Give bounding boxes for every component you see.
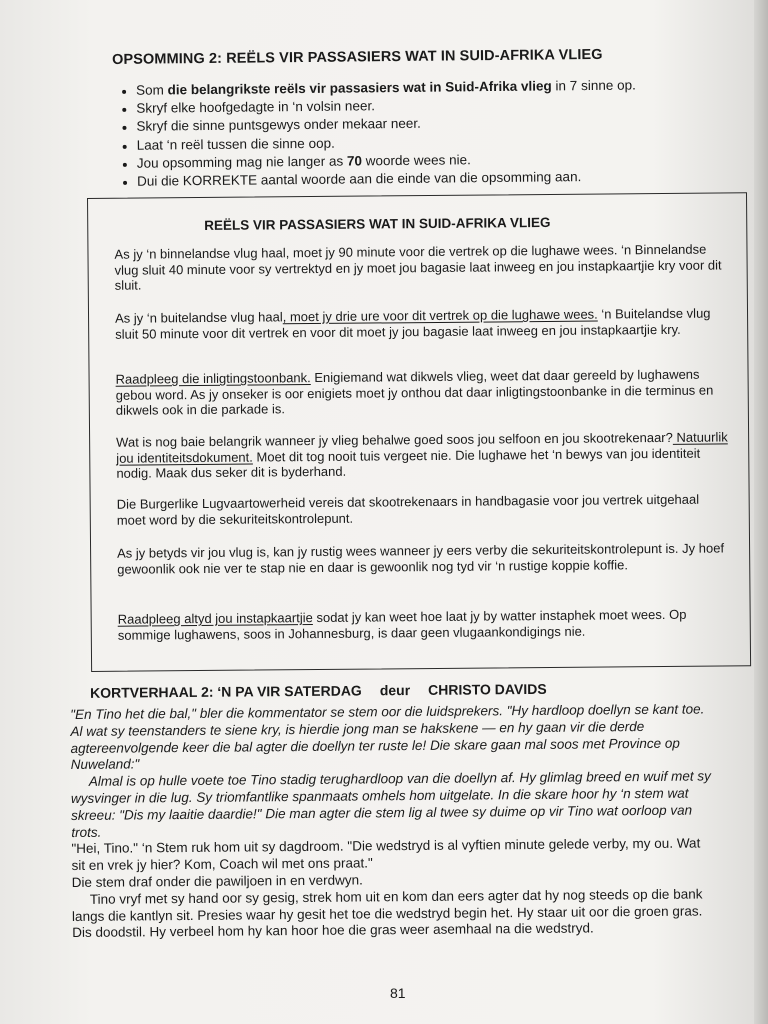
underlined-text: Raadpleeg die inligtingstoonbank. [115,370,311,387]
instruction-item: • Dui die KORREKTE aantal woorde aan die einde van die opsomming aan. [137,166,767,191]
box-paragraph: As jy ‘n binnelandse vlug haal, moet jy 90 minute voor die vertrek op die lughawe wees. ‘n Binnelandse vlug sluit 40 minute voor sy vertrektyd en jy moet jou bagasie laat inweeg en jou instapkaartjie kry voor dit sluit. [114,241,722,293]
box-paragraph: As jy ‘n buitelandse vlug haal, moet jy drie ure voor dit vertrek op die lughawe wees. ‘n Buitelandse vlug sluit 50 minute voor dit vertrek en voor dit moet jy jou bagasie laat inweeg en jou instapkaartjie kry. [114,305,711,342]
story-paragraph: Almal is op hulle voete toe Tino stadig terughardloop van die doellyn af. Hy glimlag breed en wuif met sy wysvinger in die lug. Sy triomfantlike spanmaats omhels hom uitgelate. In die skare hoor hy ‘n stem wat skreeu: "Dis my laaitie daardie!" Die man agter die stem lig al twee sy duime op vir Tino wat oorloop van trots. [70,768,711,840]
instruction-item: • Laat ‘n reël tussen die sinne oop. [137,130,767,155]
story-paragraph: "En Tino het die bal," bler die kommentator se stem oor die luidsprekers. "Hy hardloop doellyn se kant toe. Al wat sy teenstanders te siene kry, is hierdie jong man se hakskene — en hy gaan vir die derde agtereenvolgende keer die bal agter die doellyn ter ruste le! Die skare gaan mal soos met Province op Nuweland:" [70,701,705,773]
story-author: CHRISTO DAVIDS [428,680,547,698]
underlined-text: Raadpleeg altyd jou instapkaartjie [117,610,313,627]
instruction-item: • Jou opsomming mag nie langer as 70 woorde wees nie. [137,148,767,173]
instruction-item: • Som die belangrikste reëls vir passasiers wat in Suid-Afrika vlieg in 7 sinne op. [136,75,766,100]
story-heading [90,679,710,700]
box-paragraph: Raadpleeg die inligtingstoonbank. Enigiemand wat dikwels vlieg, weet dat daar gereeld by lughawens gebou word. As jy onseker is oor enigiets moet jy onthou dat daar inligtingstoonbanke in die terminus en dikwels ook in die parkade is. [115,366,714,418]
box-title: REËLS VIR PASSASIERS WAT IN SUID-AFRIKA VLIEG [204,214,551,233]
instruction-item: • Skryf die sinne puntsgewys onder mekaar neer. [136,112,766,137]
page-number: 81 [390,985,406,1001]
story-title: KORTVERHAAL 2: ‘N PA VIR SATERDAG [89,682,362,701]
instruction-item: • Skryf elke hoofgedagte in ‘n volsin neer. [136,93,766,118]
box-paragraph: Wat is nog baie belangrik wanneer jy vlieg behalwe goed soos jou selfoon en jou skootrekenaar? Natuurlik jou identiteitsdokument. Moet dit tog nooit tuis vergeet nie. Die lughawe het ‘n bewys van jou identiteit nodig. Maak dus seker dit is byderhand. [116,429,728,481]
story-paragraph: Tino vryf met sy hand oor sy gesig, strek hom uit en kom dan eers agter dat hy nog steeds op die bank langs die kantlyn sit. Presies waar hy gesit het toe die wedstryd begin het. Hy staar uit oor die groen gras. Dis doodstil. Hy verbeel hom hy kan hoor hoe die gras weer asemhaal na die wedstryd. [71,886,703,941]
summary-title: OPSOMMING 2: REËLS VIR PASSASIERS WAT IN SUID-AFRIKA VLIEG [112,46,603,68]
box-paragraph: As jy betyds vir jou vlug is, kan jy rustig wees wanneer jy eers verby die sekuriteitskontrolepunt is. Jy hoef gewoonlik ook nie ver te stap nie en daar is gewoonlik nog tyd vir ‘n rustige koppie koffie. [117,540,725,577]
box-paragraph: Die Burgerlike Lugvaartowerheid vereis dat skootrekenaars in handbagasie voor jou vertrek uitgehaal moet word by die sekuriteitskontrolepunt. [116,491,700,528]
box-paragraph: Raadpleeg altyd jou instapkaartjie sodat jy kan weet hoe laat jy by watter instaphek moet wees. Op sommige lughawens, soos in Johannesburg, is daar geen vlugaankondigings nie. [117,606,687,643]
story-paragraph: Die stem draf onder die pawiljoen in en verdwyn. [71,872,363,890]
story-paragraph: "Hei, Tino." ‘n Stem ruk hom uit sy dagdroom. "Die wedstryd is al vyftien minute gelede verby, my ou. Wat sit en vrek jy hier? Kom, Coach wil met ons praat." [71,835,701,874]
short-story [70,679,712,942]
source-text-box [87,192,751,672]
underlined-text: Natuurlik jou identiteitsdokument. [116,429,728,466]
instruction-list [112,75,767,191]
story-by: deur [379,682,411,699]
underlined-text: , moet jy drie ure voor dit vertrek op die lughawe wees. [282,306,598,325]
